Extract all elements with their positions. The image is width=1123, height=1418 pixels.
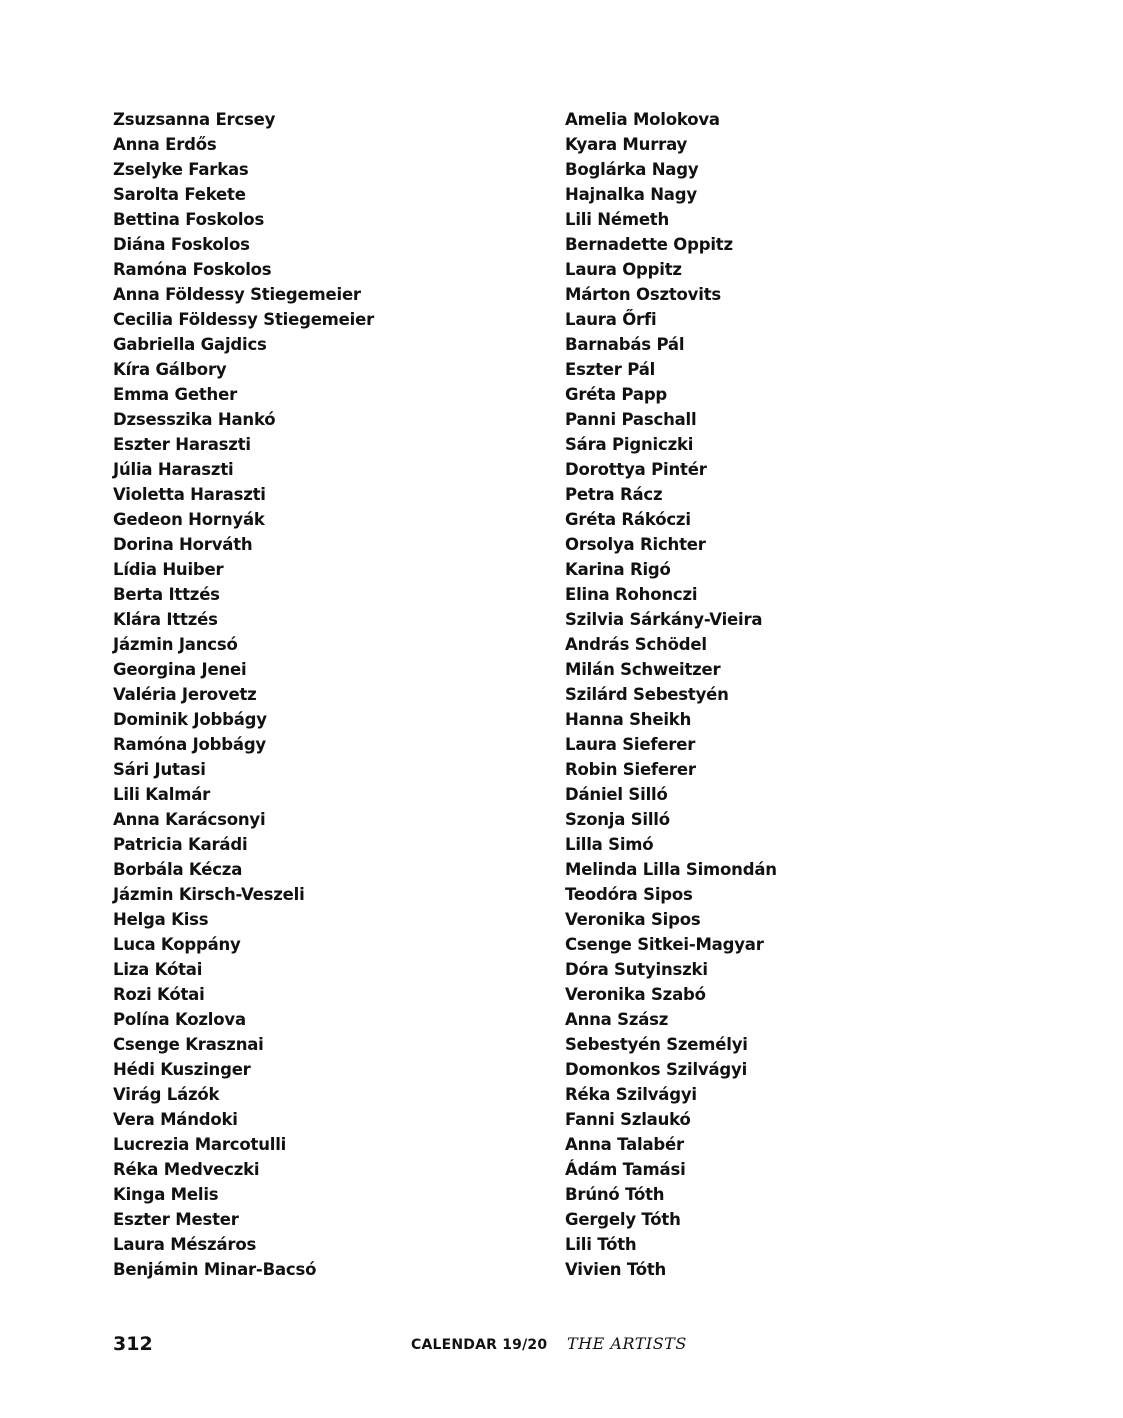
- artist-name: Zselyke Farkas: [113, 160, 249, 179]
- artist-list-left: [113, 107, 533, 1282]
- artist-name: Ádám Tamási: [565, 1160, 686, 1179]
- artist-name: Ramóna Foskolos: [113, 260, 272, 279]
- artist-name: Anna Erdős: [113, 135, 217, 154]
- artist-name: Gergely Tóth: [565, 1210, 681, 1229]
- artist-name: Luca Koppány: [113, 935, 241, 954]
- artist-name: Lili Kalmár: [113, 785, 211, 804]
- artist-name: Laura Oppitz: [565, 260, 682, 279]
- artist-name: Hajnalka Nagy: [565, 185, 697, 204]
- artist-name: Dorina Horváth: [113, 535, 253, 554]
- artist-name: Gabriella Gajdics: [113, 335, 267, 354]
- artist-name: Jázmin Kirsch-Veszeli: [113, 885, 305, 904]
- artist-name: Petra Rácz: [565, 485, 663, 504]
- artist-name: Anna Szász: [565, 1010, 669, 1029]
- artist-name: Diána Foskolos: [113, 235, 250, 254]
- artist-name: Vera Mándoki: [113, 1110, 238, 1129]
- artist-name: Lídia Huiber: [113, 560, 224, 579]
- artist-name: Laura Őrfi: [565, 310, 657, 329]
- artist-name: Rozi Kótai: [113, 985, 205, 1004]
- artist-name: Eszter Haraszti: [113, 435, 251, 454]
- artist-name: Klára Ittzés: [113, 610, 218, 629]
- artist-name: Brúnó Tóth: [565, 1185, 665, 1204]
- artist-name: Lilla Simó: [565, 835, 654, 854]
- artist-name: Laura Sieferer: [565, 735, 696, 754]
- artist-name: Lili Tóth: [565, 1235, 637, 1254]
- artist-name: Helga Kiss: [113, 910, 209, 929]
- artist-name: Borbála Kécza: [113, 860, 243, 879]
- artist-name: Márton Osztovits: [565, 285, 721, 304]
- artist-name: Dzsesszika Hankó: [113, 410, 276, 429]
- artist-name: Zsuzsanna Ercsey: [113, 110, 276, 129]
- artist-name: Robin Sieferer: [565, 760, 696, 779]
- artist-name: Sarolta Fekete: [113, 185, 246, 204]
- artist-name: Domonkos Szilvágyi: [565, 1060, 748, 1079]
- artist-name: Dániel Silló: [565, 785, 668, 804]
- artist-name: Karina Rigó: [565, 560, 671, 579]
- artist-name: Benjámin Minar-Bacsó: [113, 1260, 317, 1279]
- artist-name: Patricia Karádi: [113, 835, 248, 854]
- artist-name: Boglárka Nagy: [565, 160, 699, 179]
- artist-name: Fanni Szlaukó: [565, 1110, 691, 1129]
- artist-name: Réka Medveczki: [113, 1160, 260, 1179]
- artist-name: Virág Lázók: [113, 1085, 220, 1104]
- artist-name: Szilárd Sebestyén: [565, 685, 729, 704]
- artist-name: Hédi Kuszinger: [113, 1060, 251, 1079]
- artist-name: Dominik Jobbágy: [113, 710, 267, 729]
- artist-name: Ramóna Jobbágy: [113, 735, 266, 754]
- section-title: THE ARTISTS: [567, 1334, 687, 1353]
- artist-name: Veronika Szabó: [565, 985, 706, 1004]
- artist-name: Amelia Molokova: [565, 110, 720, 129]
- artist-name: Veronika Sipos: [565, 910, 701, 929]
- artist-name: Liza Kótai: [113, 960, 203, 979]
- artist-name: Gedeon Hornyák: [113, 510, 265, 529]
- artist-name: Melinda Lilla Simondán: [565, 860, 777, 879]
- artist-name: Barnabás Pál: [565, 335, 685, 354]
- artist-name: Kinga Melis: [113, 1185, 219, 1204]
- artist-name: Berta Ittzés: [113, 585, 220, 604]
- artist-name: Hanna Sheikh: [565, 710, 692, 729]
- artist-name: Orsolya Richter: [565, 535, 706, 554]
- artist-name: Eszter Pál: [565, 360, 656, 379]
- artist-name: Milán Schweitzer: [565, 660, 721, 679]
- artist-name: Anna Földessy Stiegemeier: [113, 285, 361, 304]
- artist-name: Panni Paschall: [565, 410, 697, 429]
- artist-name: Laura Mészáros: [113, 1235, 257, 1254]
- artist-name: Réka Szilvágyi: [565, 1085, 697, 1104]
- artist-name: Sári Jutasi: [113, 760, 206, 779]
- artist-name: Anna Talabér: [565, 1135, 684, 1154]
- artist-name: Gréta Papp: [565, 385, 668, 404]
- artist-name: András Schödel: [565, 635, 707, 654]
- artist-name: Sára Pigniczki: [565, 435, 694, 454]
- artist-name: Gréta Rákóczi: [565, 510, 691, 529]
- artist-name: Violetta Haraszti: [113, 485, 266, 504]
- artist-name: Szonja Silló: [565, 810, 670, 829]
- artist-name: Elina Rohonczi: [565, 585, 698, 604]
- artist-name: Georgina Jenei: [113, 660, 247, 679]
- artist-name: Csenge Sitkei-Magyar: [565, 935, 764, 954]
- artist-name: Eszter Mester: [113, 1210, 239, 1229]
- artist-name: Kíra Gálbory: [113, 360, 227, 379]
- artist-name: Emma Gether: [113, 385, 238, 404]
- artist-name: Jázmin Jancsó: [113, 635, 238, 654]
- artist-name: Bettina Foskolos: [113, 210, 265, 229]
- artist-name: Dorottya Pintér: [565, 460, 707, 479]
- artist-name: Kyara Murray: [565, 135, 688, 154]
- publication-title: CALENDAR 19/20: [411, 1337, 548, 1353]
- artist-list-right: [565, 107, 1005, 1282]
- artist-name: Csenge Krasznai: [113, 1035, 264, 1054]
- artist-name: Júlia Haraszti: [113, 460, 234, 479]
- artist-name: Polína Kozlova: [113, 1010, 246, 1029]
- artist-name: Anna Karácsonyi: [113, 810, 266, 829]
- artist-name: Cecilia Földessy Stiegemeier: [113, 310, 375, 329]
- artist-name: Szilvia Sárkány-Vieira: [565, 610, 763, 629]
- artist-name: Dóra Sutyinszki: [565, 960, 708, 979]
- artist-name: Lili Németh: [565, 210, 670, 229]
- page-number: 312: [113, 1333, 153, 1355]
- artist-name: Sebestyén Személyi: [565, 1035, 748, 1054]
- artist-name: Lucrezia Marcotulli: [113, 1135, 287, 1154]
- artist-name: Valéria Jerovetz: [113, 685, 257, 704]
- artist-name: Bernadette Oppitz: [565, 235, 733, 254]
- artist-name: Vivien Tóth: [565, 1260, 667, 1279]
- artist-name: Teodóra Sipos: [565, 885, 693, 904]
